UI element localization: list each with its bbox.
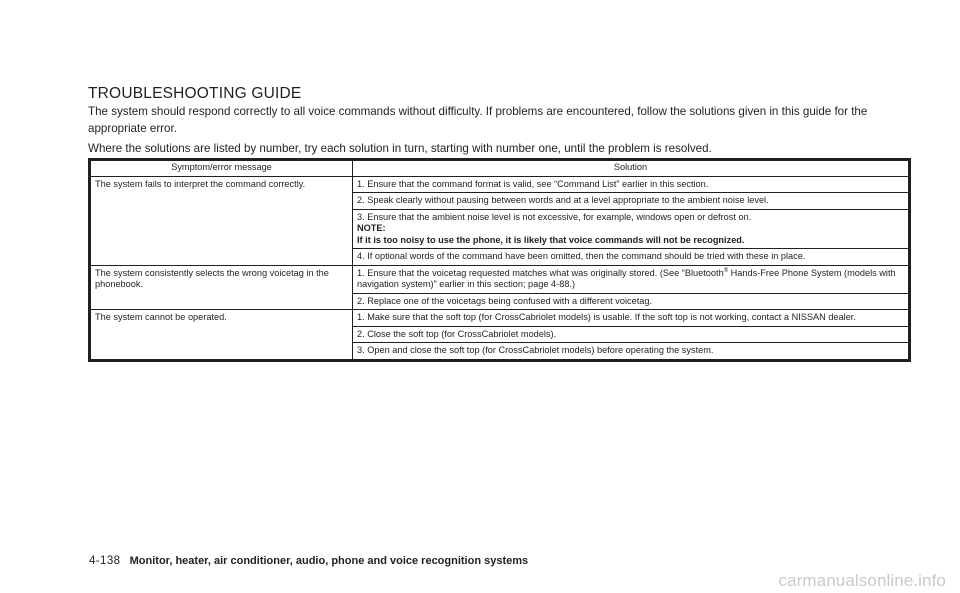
solution-text-continued: Hands-Free Phone System (models with navigation system)” earlier in this section; page 4-88.): [357, 267, 896, 289]
solution-cell: [353, 265, 910, 293]
solution-cell: 2. Close the soft top (for CrossCabriolet models).: [353, 326, 910, 343]
watermark: carmanualsonline.info: [778, 571, 946, 590]
solution-cell: 4. If optional words of the command have been omitted, then the command should be tried with these in place.: [353, 249, 910, 266]
solution-column-header: Solution: [353, 160, 910, 177]
table-row: [90, 265, 910, 293]
solution-cell: 2. Replace one of the voicetags being confused with a different voicetag.: [353, 293, 910, 310]
troubleshooting-table: [88, 158, 911, 362]
symptom-column-header: Symptom/error message: [90, 160, 353, 177]
table-header-row: [90, 160, 910, 177]
solution-cell: [353, 209, 910, 249]
note-label: NOTE:: [357, 223, 386, 233]
solution-cell: 1. Make sure that the soft top (for CrossCabriolet models) is usable. If the soft top is not working, contact a NISSAN dealer.: [353, 310, 910, 327]
section-heading: TROUBLESHOOTING GUIDE: [88, 85, 302, 102]
solution-cell: 1. Ensure that the command format is valid, see “Command List” earlier in this section.: [353, 176, 910, 193]
intro-instruction: Where the solutions are listed by number, try each solution in turn, starting with number one, until the problem is resolved.: [88, 142, 712, 155]
table-row: [90, 310, 910, 327]
intro-paragraph: The system should respond correctly to all voice commands without difficulty. If problems are encountered, follow the solutions given in this guide for the appropriate error.: [88, 105, 868, 135]
table-row: [90, 176, 910, 193]
symptom-cell: The system fails to interpret the command correctly.: [90, 176, 353, 265]
solution-text: 1. Ensure that the voicetag requested matches what was originally stored. (See “Bluetooth: [357, 267, 724, 278]
page-footer: [89, 555, 528, 567]
note-text: If it is too noisy to use the phone, it is likely that voice commands will not be recognized.: [357, 234, 745, 245]
trademark-symbol: ®: [723, 267, 729, 274]
solution-text: 3. Ensure that the ambient noise level is not excessive, for example, windows open or defrost on.: [357, 211, 752, 222]
solution-cell: 3. Open and close the soft top (for CrossCabriolet models) before operating the system.: [357, 345, 714, 355]
symptom-cell: The system cannot be operated.: [90, 310, 353, 361]
section-title: Monitor, heater, air conditioner, audio, phone and voice recognition systems: [129, 555, 529, 567]
solution-cell: 2. Speak clearly without pausing between words and at a level appropriate to the ambient noise level.: [353, 193, 910, 210]
page-number: 4-138: [89, 555, 121, 567]
symptom-cell: The system consistently selects the wrong voicetag in the phonebook.: [90, 265, 353, 310]
